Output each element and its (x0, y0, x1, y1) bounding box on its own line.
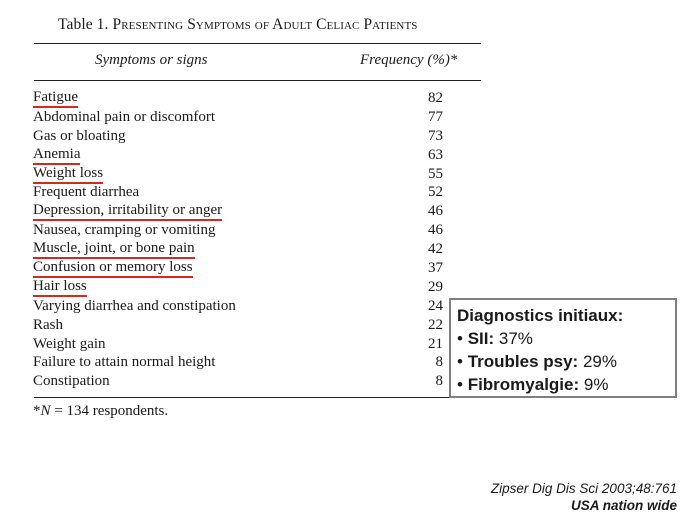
symptom-name-underlined: Confusion or memory loss (33, 259, 193, 278)
table-row (33, 259, 443, 278)
table-row (33, 89, 443, 108)
column-header-symptoms: Symptoms or signs (95, 52, 208, 68)
frequency-value: 42 (428, 241, 443, 258)
table-row (33, 183, 443, 202)
footnote-n: N (40, 403, 51, 419)
citation-scope: USA nation wide (570, 498, 677, 513)
frequency-value: 77 (428, 108, 443, 125)
table-row (33, 297, 443, 316)
symptom-name-underlined: Depression, irritability or anger (33, 202, 222, 221)
symptom-name: Failure to attain normal height (33, 354, 216, 371)
table-footnote (33, 403, 168, 420)
table-title-text: Presenting Symptoms of Adult Celiac Patients (112, 16, 418, 33)
citation (491, 480, 677, 514)
table-row (33, 108, 443, 127)
symptom-name-underlined: Fatigue (33, 89, 78, 108)
frequency-value: 22 (428, 316, 443, 333)
symptom-name-underlined: Anemia (33, 146, 80, 165)
diagnostics-item-label: Fibromyalgie: (467, 375, 580, 394)
frequency-value: 73 (428, 127, 443, 144)
diagnostics-item (457, 327, 675, 350)
frequency-value: 8 (435, 354, 443, 371)
table-title (58, 16, 478, 34)
table-row (33, 202, 443, 221)
footnote-text: = 134 respondents. (50, 403, 169, 419)
table-row (33, 316, 443, 335)
table-row (33, 127, 443, 146)
symptom-name: Weight gain (33, 335, 106, 352)
symptom-name: Varying diarrhea and constipation (33, 297, 236, 314)
frequency-value: 63 (428, 146, 443, 163)
table-row (33, 335, 443, 354)
diagnostics-item-label: SII: (467, 329, 495, 348)
frequency-value: 46 (428, 222, 443, 239)
table-row (33, 240, 443, 259)
table-row (33, 165, 443, 184)
table-row (33, 146, 443, 165)
symptom-name-underlined: Weight loss (33, 165, 103, 184)
citation-reference: Zipser Dig Dis Sci 2003;48:761 (490, 481, 677, 496)
table-row (33, 372, 443, 391)
frequency-value: 82 (428, 90, 443, 106)
frequency-value: 21 (428, 335, 443, 352)
diagnostics-item-value: 9% (579, 375, 609, 394)
table-title-prefix: Table 1. (58, 16, 109, 33)
frequency-value: 8 (435, 373, 443, 390)
frequency-value: 55 (428, 165, 443, 182)
table-top-rule (34, 43, 481, 44)
symptom-name: Frequent diarrhea (33, 184, 140, 201)
diagnostics-item-label: Troubles psy: (467, 352, 579, 371)
table-row (33, 221, 443, 240)
frequency-value: 46 (428, 203, 443, 220)
frequency-value: 52 (428, 184, 443, 201)
diagnostics-item (457, 373, 675, 396)
diagnostics-item-value: 29% (578, 352, 617, 371)
frequency-value: 24 (428, 297, 443, 314)
frequency-value: 37 (428, 260, 443, 277)
table-bottom-rule (34, 397, 481, 398)
symptom-name: Nausea, cramping or vomiting (33, 222, 216, 239)
column-header-frequency: Frequency (%)* (360, 52, 458, 68)
footnote-star: * (33, 403, 41, 419)
diagnostics-heading: Diagnostics initiaux: (457, 306, 624, 325)
symptom-name-underlined: Hair loss (33, 278, 87, 297)
bullet: • (457, 352, 468, 371)
symptom-name: Rash (33, 316, 63, 333)
symptom-name: Abdominal pain or discomfort (33, 108, 216, 125)
table-header-rule (34, 80, 481, 81)
bullet: • (457, 329, 468, 348)
bullet: • (457, 375, 468, 394)
diagnostics-box (449, 298, 677, 398)
diagnostics-item-value: 37% (494, 329, 533, 348)
table-row (33, 353, 443, 372)
symptom-name-underlined: Muscle, joint, or bone pain (33, 240, 195, 259)
diagnostics-item (457, 350, 675, 373)
table-row (33, 278, 443, 297)
symptom-name: Constipation (33, 373, 110, 390)
frequency-value: 29 (428, 278, 443, 295)
symptom-table-body (33, 89, 443, 391)
symptom-name: Gas or bloating (33, 127, 126, 144)
